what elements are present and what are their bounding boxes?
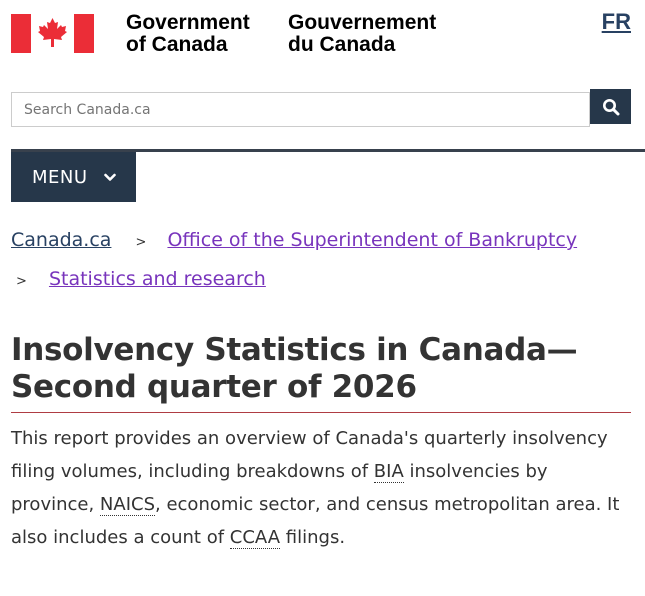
page-title: Insolvency Statistics in Canada—Second quarter of 2026 [11, 332, 578, 405]
government-wordmark-english: Government of Canada [126, 11, 250, 56]
menu-button[interactable] [11, 152, 136, 202]
abbr-bia[interactable]: BIA [373, 461, 404, 482]
government-wordmark-french: Gouvernement du Canada [288, 11, 437, 56]
breadcrumb-link-canada[interactable]: Canada.ca [11, 229, 112, 251]
chevron-down-icon [104, 173, 116, 182]
search-input[interactable] [11, 92, 590, 127]
abbr-ccaa[interactable]: CCAA [229, 527, 281, 548]
breadcrumb-link-statistics[interactable]: Statistics and research [48, 268, 266, 290]
canada-flag-icon [11, 14, 94, 53]
search-button[interactable] [590, 89, 631, 124]
menu-label: MENU [32, 166, 88, 188]
breadcrumb-separator: > [16, 274, 27, 289]
abbr-naics[interactable]: NAICS [99, 494, 156, 515]
search-icon [602, 98, 620, 116]
site-header [0, 0, 645, 150]
title-underline [11, 412, 631, 413]
intro-paragraph: This report provides an overview of Canada's quarterly insolvency filing volumes, including breakdowns of BIA insolvencies by province, NAICS, economic sector, and census metropolitan area. It also includes a count of CCAA filings. [11, 428, 620, 548]
breadcrumb-link-osb[interactable]: Office of the Superintendent of Bankruptcy [167, 229, 578, 251]
language-toggle-link[interactable]: FR [601, 9, 631, 34]
breadcrumb [11, 222, 631, 300]
breadcrumb-separator: > [135, 235, 147, 250]
